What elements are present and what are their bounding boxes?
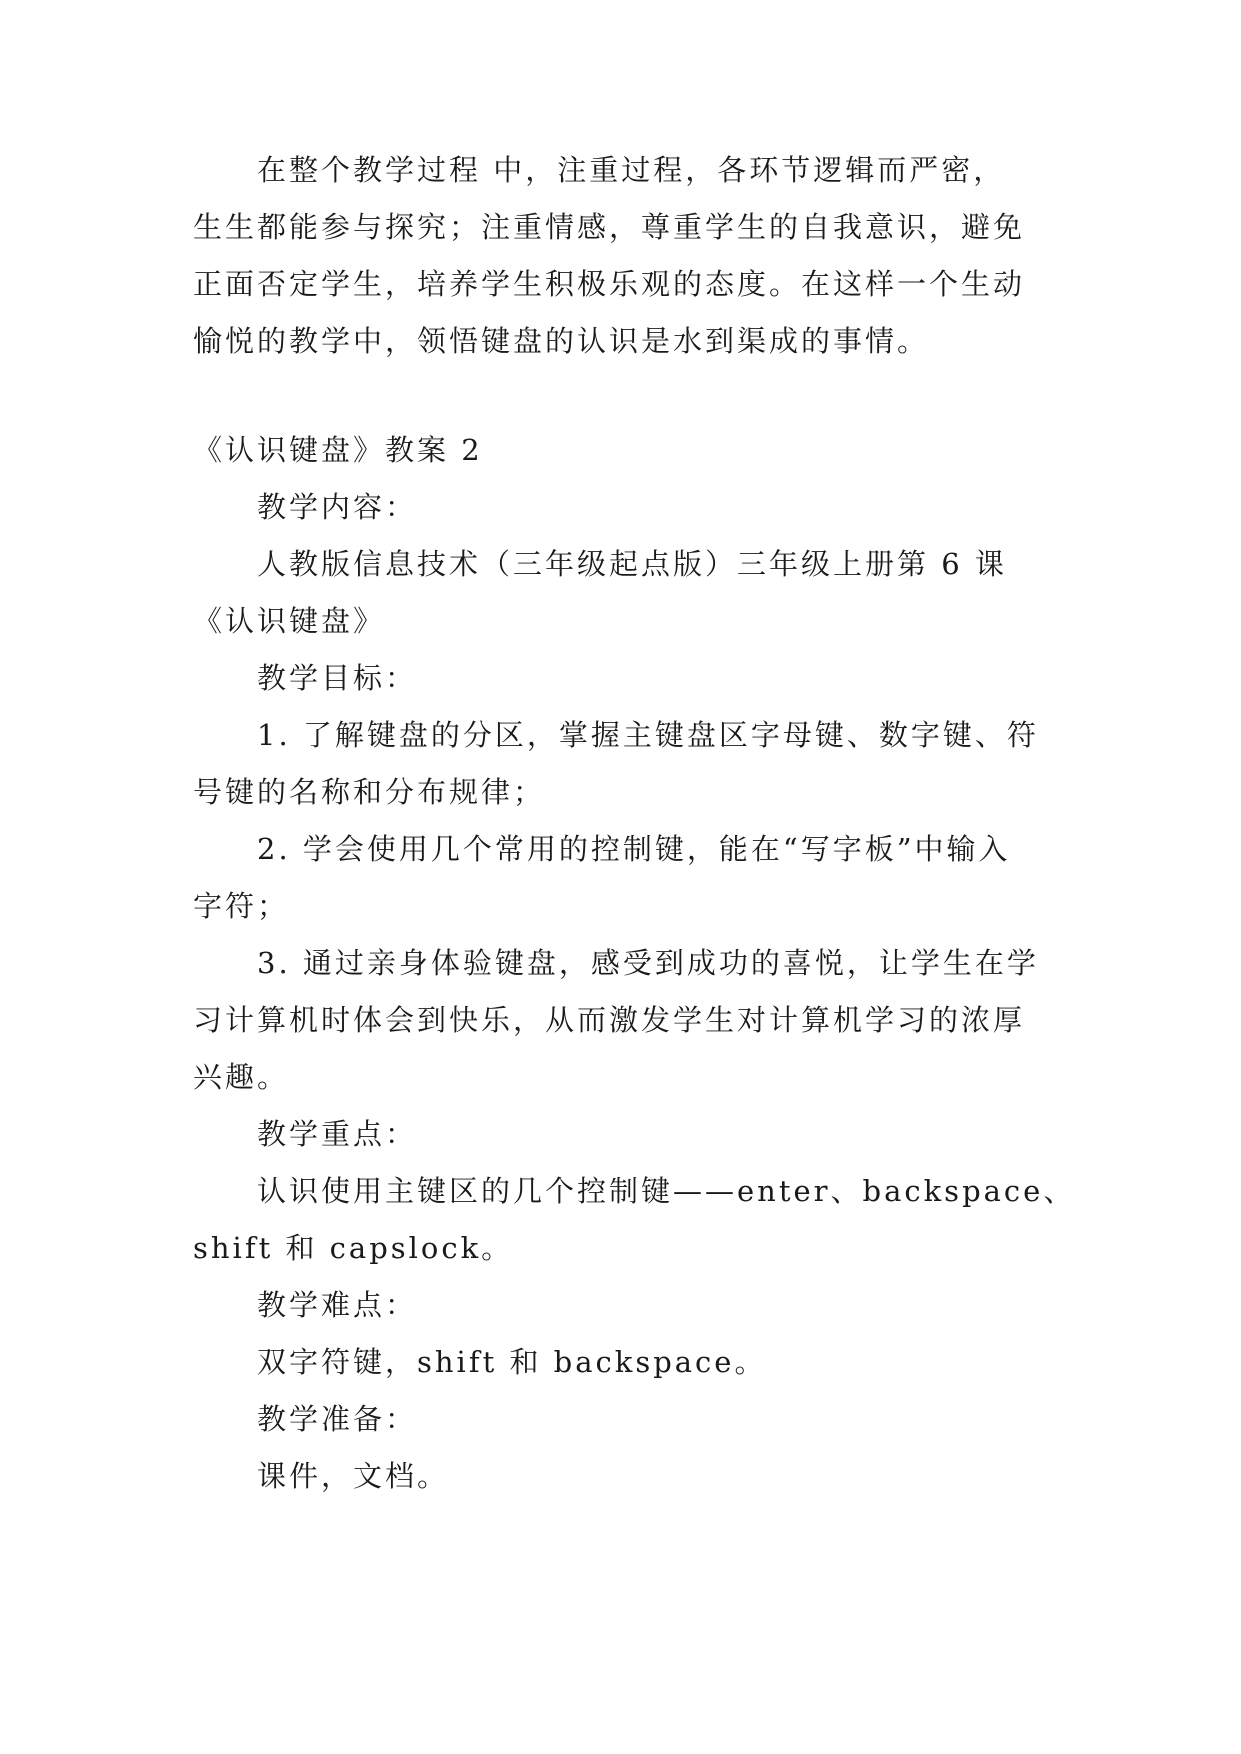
- key-points-text: shift 和 capslock。: [193, 1231, 514, 1265]
- preparation-text: 课件，文档。: [257, 1459, 450, 1493]
- paragraph-line: 正面否定学生，培养学生积极乐观的态度。在这样一个生动: [193, 267, 1026, 301]
- objectives-label: 教学目标：: [257, 661, 418, 695]
- objective-item: 兴趣。: [193, 1060, 290, 1094]
- content-text-line: 《认识键盘》: [193, 604, 386, 638]
- paragraph-line: 在整个教学过程 中，注重过程，各环节逻辑而严密，: [257, 153, 1006, 187]
- objective-item: 习计算机时体会到快乐，从而激发学生对计算机学习的浓厚: [193, 1003, 1026, 1037]
- content-text-line: 人教版信息技术（三年级起点版）三年级上册第 6 课: [257, 547, 1007, 581]
- key-points-label: 教学重点：: [257, 1117, 418, 1151]
- objective-item: 1. 了解键盘的分区，掌握主键盘区字母键、数字键、符: [257, 718, 1039, 752]
- key-points-text: 认识使用主键区的几个控制键——enter、backspace、: [257, 1174, 1076, 1208]
- paragraph-line: 生生都能参与探究；注重情感，尊重学生的自我意识，避免: [193, 210, 1026, 244]
- content-label: 教学内容：: [257, 490, 418, 524]
- section-title: 《认识键盘》教案 2: [193, 433, 483, 467]
- difficulties-label: 教学难点：: [257, 1288, 418, 1322]
- paragraph-line: 愉悦的教学中，领悟键盘的认识是水到渠成的事情。: [193, 324, 930, 358]
- difficulties-text: 双字符键，shift 和 backspace。: [257, 1345, 767, 1379]
- preparation-label: 教学准备：: [257, 1402, 418, 1436]
- objective-item: 号键的名称和分布规律；: [193, 775, 546, 809]
- objective-item: 3. 通过亲身体验键盘，感受到成功的喜悦，让学生在学: [257, 946, 1039, 980]
- objective-item: 字符；: [193, 889, 290, 923]
- objective-item: 2. 学会使用几个常用的控制键，能在“写字板”中输入: [257, 832, 1011, 866]
